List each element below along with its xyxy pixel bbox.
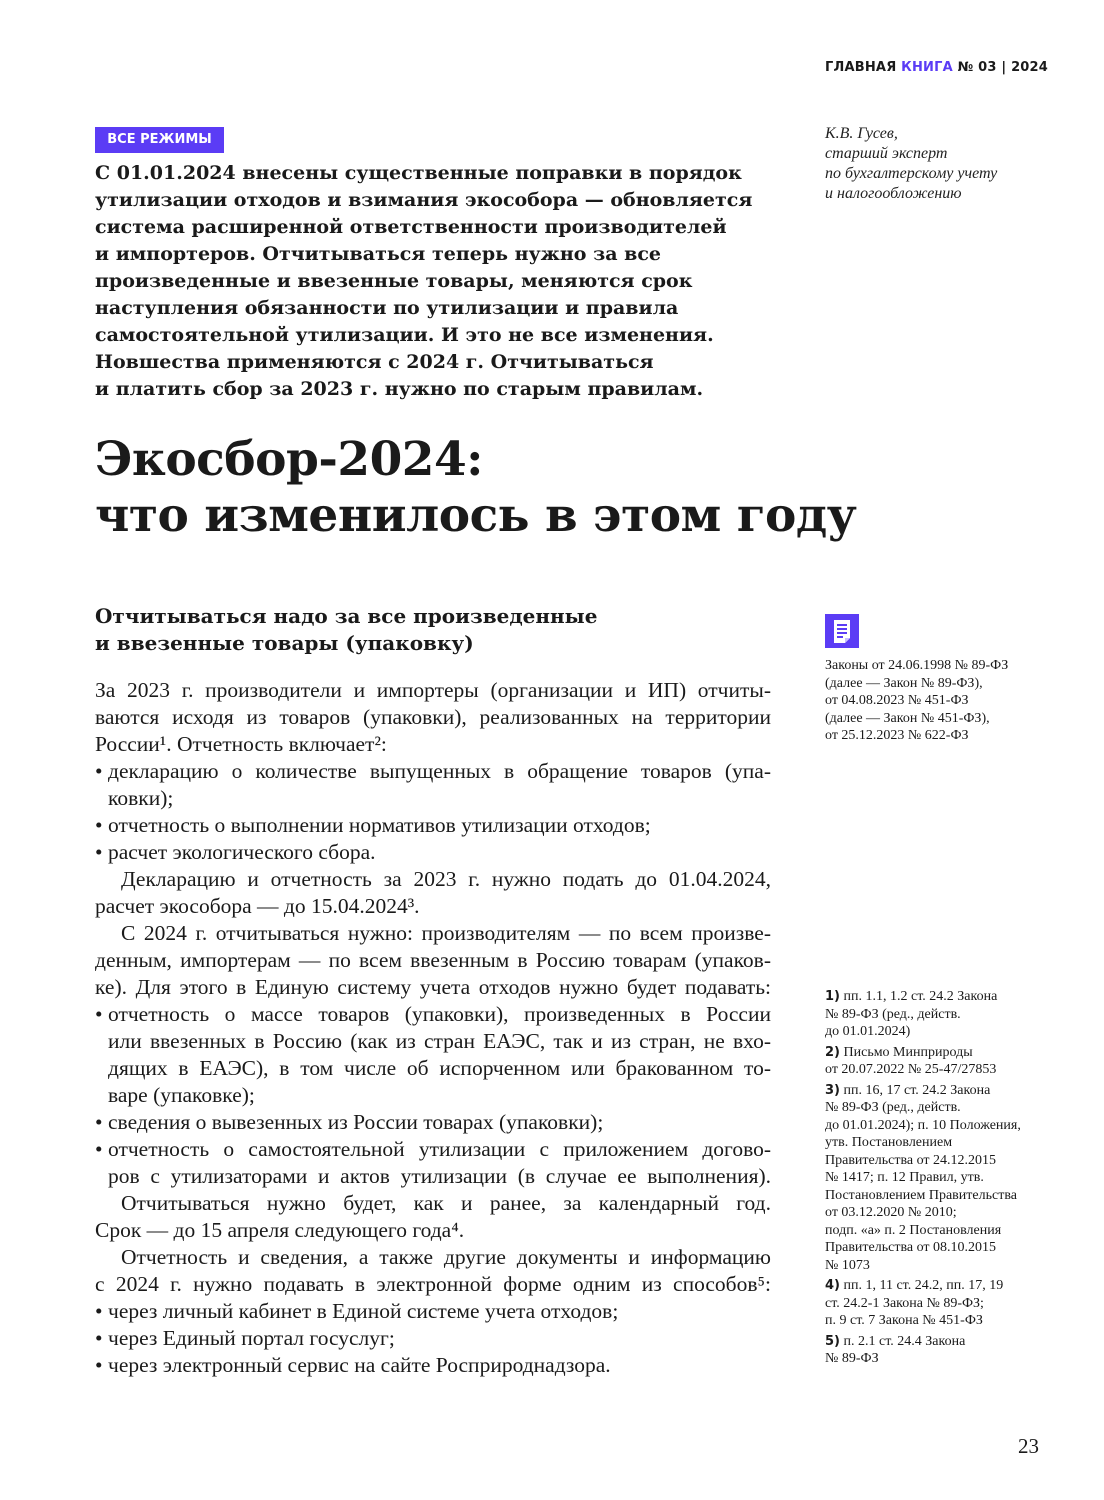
lead-line: произведенные и ввезенные товары, меняются срок <box>95 270 693 292</box>
body-line: ковки); <box>108 786 174 810</box>
body-line: России¹. Отчетность включает²: <box>95 732 387 756</box>
body-line: дящих в ЕАЭС), в том числе об испорченном или бракованном то- <box>108 1056 771 1080</box>
article-body <box>95 677 771 1379</box>
body-line: Отчетность и сведения, а также другие документы и информацию <box>121 1245 771 1269</box>
footnote-text: от 20.07.2022 № 25-47/27853 <box>825 1062 997 1077</box>
footnote-line <box>825 1187 1021 1205</box>
footnote-number: 4) <box>825 1278 840 1293</box>
magazine-header <box>825 60 1048 75</box>
lead-line: система расширенной ответственности производителей <box>95 216 727 238</box>
footnote-text: ст. 24.2-1 Закона № 89-ФЗ; <box>825 1295 984 1311</box>
sidenote-line: Законы от 24.06.1998 № 89-ФЗ <box>825 658 1009 673</box>
brand-name-accent: КНИГА <box>901 60 953 75</box>
heading-line: Отчитываться надо за все произведенные <box>95 604 598 628</box>
footnote-text: Правительства от 08.10.2015 <box>825 1240 997 1255</box>
footnote-text: № 1417; п. 12 Правил, утв. <box>825 1170 984 1185</box>
bullet-item: • отчетность о выполнении нормативов утилизации отходов; <box>95 812 771 839</box>
footnote-line <box>825 1222 1021 1240</box>
category-tag: ВСЕ РЕЖИМЫ <box>95 127 224 153</box>
footnote-text: п. 2.1 ст. 24.4 Закона <box>843 1333 966 1349</box>
footnote <box>825 1044 1021 1079</box>
lead-line: и платить сбор за 2023 г. нужно по старым правилам. <box>95 378 704 400</box>
body-line: С 2024 г. отчитываться нужно: производителям — по всем произве- <box>121 921 771 945</box>
lead-line: и импортеров. Отчитываться теперь нужно за все <box>95 243 661 265</box>
author-line: К.В. Гусев, <box>825 125 898 142</box>
lead-line: Новшества применяются с 2024 г. Отчитываться <box>95 351 654 373</box>
footnote-line <box>825 1239 1021 1257</box>
footnote-text: п. 9 ст. 7 Закона № 451-ФЗ <box>825 1313 983 1328</box>
heading-line: и ввезенные товары (упаковку) <box>95 631 474 655</box>
sidenote-line: (далее — Закон № 89-ФЗ), <box>825 675 983 691</box>
footnote-text: Постановлением Правительства <box>825 1187 1017 1203</box>
footnote-text: № 89-ФЗ (ред., действ. <box>825 1100 961 1115</box>
footnote-line <box>825 1023 1021 1041</box>
body-line: За 2023 г. производители и импортеры (организации и ИП) отчиты- <box>95 678 771 702</box>
body-line: ке). Для этого в Единую систему учета отходов нужно будет подавать: <box>95 975 771 999</box>
issue-number: № 03 | 2024 <box>957 60 1049 75</box>
body-line: Декларацию и отчетность за 2023 г. нужно подать до 01.04.2024, <box>121 867 771 891</box>
bullet-item: • декларацию о количестве выпущенных в обращение товаров (упа- <box>95 758 771 785</box>
author-line: по бухгалтерскому учету <box>825 165 998 182</box>
footnote-line <box>825 988 1021 1006</box>
footnote-line <box>825 1204 1021 1222</box>
footnote-line <box>825 1277 1021 1295</box>
lead-paragraph <box>95 160 775 403</box>
laws-sidenote <box>825 657 1008 745</box>
footnote-text: подп. «а» п. 2 Постановления <box>825 1222 1002 1238</box>
footnote-text: пп. 1.1, 1.2 ст. 24.2 Закона <box>843 989 998 1004</box>
footnote <box>825 1277 1021 1330</box>
lead-line: наступления обязанности по утилизации и правила <box>95 297 679 319</box>
lead-line: С 01.01.2024 внесены существенные поправки в порядок <box>95 162 742 184</box>
body-line: или ввезенных в Россию (как из стран ЕАЭС, так и из стран, не вхо- <box>108 1029 771 1053</box>
author-line: и налогообложению <box>825 185 962 202</box>
footnote-text: Правительства от 24.12.2015 <box>825 1152 997 1168</box>
body-line: расчет экособора — до 15.04.2024³. <box>95 894 420 918</box>
footnote-text: до 01.01.2024); п. 10 Положения, <box>825 1117 1021 1133</box>
bullet-item: • отчетность о самостоятельной утилизации с приложением догово- <box>95 1136 771 1163</box>
page-number: 23 <box>1018 1434 1039 1458</box>
footnote-number: 3) <box>825 1082 840 1098</box>
footnote-line <box>825 1152 1021 1170</box>
footnote-text: до 01.01.2024) <box>825 1024 911 1039</box>
footnote-number: 1) <box>825 989 840 1004</box>
footnote-line <box>825 1082 1021 1100</box>
body-line: с 2024 г. нужно подавать в электронной форме одним из способов⁵: <box>95 1272 771 1296</box>
footnote-line <box>825 1257 1021 1275</box>
footnote-line <box>825 1117 1021 1135</box>
footnote-text: утв. Постановлением <box>825 1135 953 1150</box>
footnote <box>825 988 1021 1041</box>
bullet-item: • расчет экологического сбора. <box>95 839 771 866</box>
footnote-line <box>825 1312 1021 1330</box>
body-line: Срок — до 15 апреля следующего года⁴. <box>95 1218 465 1242</box>
footnote-text: Письмо Минприроды <box>843 1044 973 1060</box>
page-title <box>95 432 856 544</box>
bullet-item: • через личный кабинет в Единой системе учета отходов; <box>95 1298 771 1325</box>
footnote-text: № 1073 <box>825 1257 870 1273</box>
footnote <box>825 1333 1021 1368</box>
section-heading <box>95 603 597 657</box>
title-line: что изменилось в этом году <box>95 488 857 543</box>
footnote-line <box>825 1044 1021 1062</box>
sidenote-line: от 04.08.2023 № 451-ФЗ <box>825 693 969 708</box>
footnote <box>825 1082 1021 1275</box>
footnote-line <box>825 1099 1021 1117</box>
footnote-line <box>825 1350 1021 1368</box>
footnote-number: 5) <box>825 1333 840 1349</box>
footnote-number: 2) <box>825 1044 840 1060</box>
footnote-text: пп. 1, 11 ст. 24.2, пп. 17, 19 <box>843 1278 1004 1293</box>
footnote-text: № 89-ФЗ (ред., действ. <box>825 1006 961 1022</box>
bullet-item: • через Единый портал госуслуг; <box>95 1325 771 1352</box>
brand-name: ГЛАВНАЯ <box>825 60 897 75</box>
author-line: старший эксперт <box>825 145 948 162</box>
body-line: ваются исходя из товаров (упаковки), реализованных на территории <box>95 705 771 729</box>
bullet-item: • через электронный сервис на сайте Росприроднадзора. <box>95 1352 771 1379</box>
document-icon <box>825 614 859 648</box>
bullet-item: • сведения о вывезенных из России товарах (упаковки); <box>95 1109 771 1136</box>
author-block <box>825 124 997 204</box>
lead-line: утилизации отходов и взимания экособора — обновляется <box>95 189 753 211</box>
footnote-text: пп. 16, 17 ст. 24.2 Закона <box>843 1082 991 1098</box>
body-line: варе (упаковке); <box>108 1083 255 1107</box>
bullet-item: • отчетность о массе товаров (упаковки), произведенных в России <box>95 1001 771 1028</box>
footnote-text: от 03.12.2020 № 2010; <box>825 1205 957 1220</box>
title-line: Экосбор-2024: <box>95 432 484 487</box>
sidenote-line: от 25.12.2023 № 622-ФЗ <box>825 728 969 743</box>
lead-line: самостоятельной утилизации. И это не все изменения. <box>95 324 714 346</box>
footnote-line <box>825 1134 1021 1152</box>
footnote-line <box>825 1333 1021 1351</box>
footnotes <box>825 988 1021 1371</box>
sidenote-line: (далее — Закон № 451-ФЗ), <box>825 710 990 726</box>
body-line: Отчитываться нужно будет, как и ранее, за календарный год. <box>121 1191 771 1215</box>
footnote-text: № 89-ФЗ <box>825 1351 879 1366</box>
footnote-line <box>825 1295 1021 1313</box>
body-line: денным, импортерам — по всем ввезенным в Россию товарам (упаков- <box>95 948 771 972</box>
body-line: ров с утилизаторами и актов утилизации (в случае ее выполнения). <box>108 1164 771 1188</box>
footnote-line <box>825 1006 1021 1024</box>
footnote-line <box>825 1169 1021 1187</box>
footnote-line <box>825 1061 1021 1079</box>
